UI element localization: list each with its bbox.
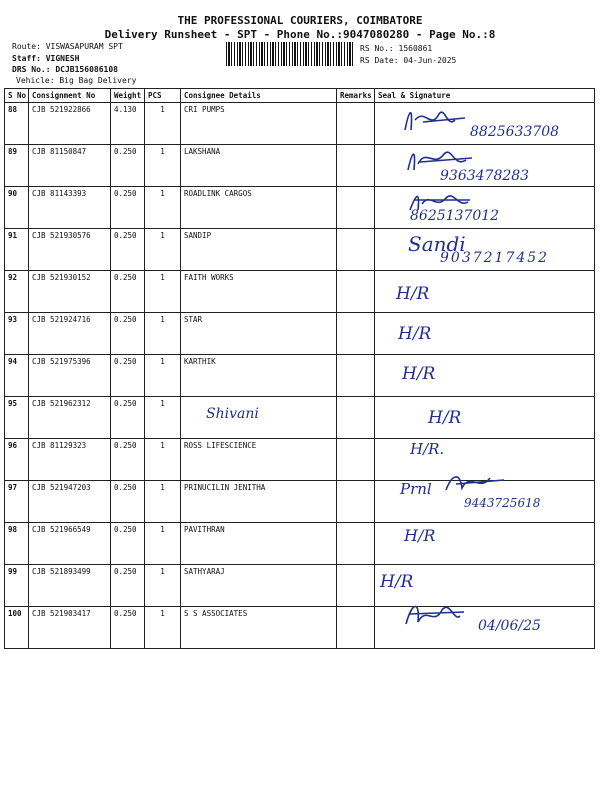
cell-sno: 100 [5,607,29,649]
cell-consignee: SANDIP [181,229,337,271]
cell-pcs: 1 [145,523,181,565]
cell-remarks [337,187,375,229]
cell-remarks [337,313,375,355]
cell-sno: 96 [5,439,29,481]
col-header-remarks: Remarks [337,89,375,103]
table-row [5,397,595,439]
cell-consignment: CJB 521966549 [29,523,111,565]
cell-weight: 0.250 [111,481,145,523]
cell-sno: 99 [5,565,29,607]
table-header-row [5,89,595,103]
cell-pcs: 1 [145,397,181,439]
table-row [5,271,595,313]
handwritten-phone-88: 8825633708 [470,124,560,140]
staff-label: Staff: VIGNESH [12,54,80,63]
cell-consignee: PAVITHRAN [181,523,337,565]
cell-consignment: CJB 521947203 [29,481,111,523]
cell-weight: 0.250 [111,607,145,649]
cell-consignee: KARTHIK [181,355,337,397]
handwritten-phone-91: 9037217452 [440,250,550,266]
cell-consignee: SATHYARAJ [181,565,337,607]
drs-label: DRS No.: DCJB156086108 [12,65,118,74]
table-row [5,523,595,565]
cell-sno: 98 [5,523,29,565]
cell-remarks [337,271,375,313]
cell-pcs: 1 [145,271,181,313]
cell-sno: 97 [5,481,29,523]
col-header-consignee: Consignee Details [181,89,337,103]
cell-consignment: CJB 521975396 [29,355,111,397]
cell-sno: 92 [5,271,29,313]
cell-sno: 94 [5,355,29,397]
cell-consignment: CJB 81150847 [29,145,111,187]
cell-consignment: CJB 521893499 [29,565,111,607]
cell-remarks [337,565,375,607]
handwritten-phone-89: 9363478283 [440,168,530,184]
barcode [226,42,354,66]
table-row [5,355,595,397]
cell-pcs: 1 [145,481,181,523]
cell-remarks [337,355,375,397]
col-header-pcs: PCS [145,89,181,103]
cell-pcs: 1 [145,439,181,481]
cell-remarks [337,103,375,145]
cell-weight: 0.250 [111,439,145,481]
cell-consignment: CJB 521930576 [29,229,111,271]
company-title: THE PROFESSIONAL COURIERS, COIMBATORE [177,14,423,27]
handwritten-date-100: 04/06/25 [478,618,541,634]
cell-sno: 88 [5,103,29,145]
cell-signature [375,397,595,439]
cell-remarks [337,439,375,481]
col-header-sno: S No [5,89,29,103]
cell-consignee: STAR [181,313,337,355]
rs-no-label: RS No.: 1560861 [360,44,433,53]
cell-weight: 0.250 [111,271,145,313]
handwritten-hr-92: H/R [396,284,430,304]
cell-consignee: S S ASSOCIATES [181,607,337,649]
handwritten-name-95: Shivani [206,406,259,422]
handwritten-hr-93: H/R [398,324,432,344]
cell-consignee: PRINUCILIN JENITHA [181,481,337,523]
handwritten-name-97: Prnl [400,480,432,498]
handwritten-phone-97: 9443725618 [464,496,541,510]
handwritten-hr-99: H/R [380,572,414,592]
cell-weight: 4.130 [111,103,145,145]
cell-consignment: CJB 81143393 [29,187,111,229]
cell-consignee: ROSS LIFESCIENCE [181,439,337,481]
cell-pcs: 1 [145,145,181,187]
cell-sno: 91 [5,229,29,271]
cell-pcs: 1 [145,229,181,271]
handwritten-name-91: Sandi [408,232,466,256]
handwritten-hr-95: H/R [428,408,462,428]
cell-consignment: CJB 81129323 [29,439,111,481]
cell-consignment: CJB 521903417 [29,607,111,649]
signature-scrawl-97 [440,466,510,496]
handwritten-hr-98: H/R [404,526,436,545]
cell-consignment: CJB 521962312 [29,397,111,439]
cell-pcs: 1 [145,607,181,649]
table-row [5,565,595,607]
cell-weight: 0.250 [111,229,145,271]
cell-remarks [337,523,375,565]
table-row [5,187,595,229]
cell-consignment: CJB 521930152 [29,271,111,313]
vehicle-label: Vehicle: Big Bag Delivery [16,76,137,85]
cell-pcs: 1 [145,103,181,145]
cell-weight: 0.250 [111,397,145,439]
cell-weight: 0.250 [111,313,145,355]
cell-pcs: 1 [145,355,181,397]
cell-consignee: FAITH WORKS [181,271,337,313]
col-header-signature: Seal & Signature [375,89,595,103]
runsheet-subtitle: Delivery Runsheet - SPT - Phone No.:9047080280 - Page No.:8 [104,28,496,41]
cell-consignment: CJB 521922866 [29,103,111,145]
cell-remarks [337,481,375,523]
cell-consignee: ROADLINK CARGOS [181,187,337,229]
cell-consignment: CJB 521924716 [29,313,111,355]
route-label: Route: VISWASAPURAM SPT [12,42,123,51]
rs-date-label: RS Date: 04-Jun-2025 [360,56,457,65]
cell-remarks [337,607,375,649]
cell-weight: 0.250 [111,187,145,229]
cell-pcs: 1 [145,565,181,607]
table-row [5,313,595,355]
col-header-weight: Weight [111,89,145,103]
cell-sno: 90 [5,187,29,229]
signature-scrawl-100 [398,596,468,632]
cell-pcs: 1 [145,187,181,229]
handwritten-phone-90: 8625137012 [410,208,500,224]
cell-sno: 89 [5,145,29,187]
cell-weight: 0.250 [111,565,145,607]
cell-remarks [337,397,375,439]
cell-consignee: CRI PUMPS [181,103,337,145]
cell-consignee: LAKSHANA [181,145,337,187]
cell-pcs: 1 [145,313,181,355]
col-header-consignment: Consignment No [29,89,111,103]
cell-weight: 0.250 [111,523,145,565]
handwritten-hr-94: H/R [402,364,436,384]
handwritten-hr-96: H/R. [410,440,445,458]
cell-remarks [337,229,375,271]
cell-weight: 0.250 [111,145,145,187]
cell-weight: 0.250 [111,355,145,397]
cell-sno: 95 [5,397,29,439]
cell-sno: 93 [5,313,29,355]
cell-remarks [337,145,375,187]
